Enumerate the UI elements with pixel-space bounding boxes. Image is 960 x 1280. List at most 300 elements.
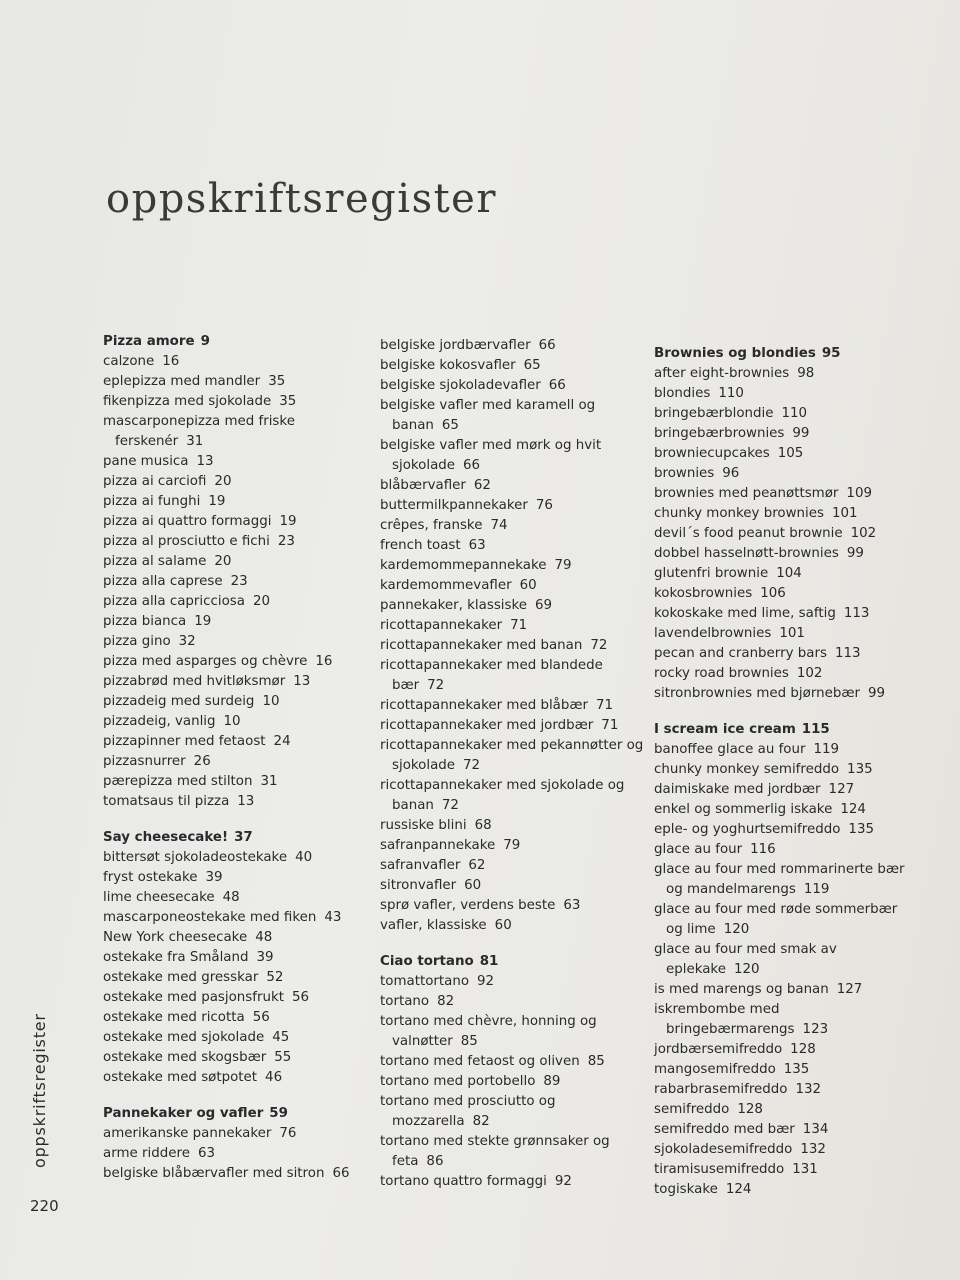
recipe-page-number: 35 [279, 394, 297, 409]
index-entry [103, 908, 365, 928]
recipe-page-number: 79 [554, 558, 572, 573]
recipe-name: ricottapannekaker med jordbær [380, 718, 594, 733]
recipe-name: vafler, klassiske [380, 918, 487, 933]
recipe-page-number: 92 [554, 1174, 572, 1189]
recipe-name: pizza ai carciofi [103, 474, 207, 489]
index-entry [103, 512, 365, 532]
recipe-page-number: 23 [230, 574, 248, 589]
index-entry [103, 792, 365, 812]
recipe-page-number: 55 [274, 1050, 292, 1065]
recipe-page-number: 132 [795, 1082, 822, 1097]
recipe-name: kokosbrownies [654, 586, 753, 601]
recipe-page-number: 110 [781, 406, 808, 421]
index-entry [654, 544, 916, 564]
recipe-name: bringebærblondie [654, 406, 774, 421]
section-title: Brownies og blondies [654, 346, 816, 361]
index-column-3 [654, 344, 916, 1216]
section-heading [654, 344, 916, 364]
recipe-name: eple- og yoghurtsemifreddo [654, 822, 841, 837]
index-entry [654, 1060, 916, 1080]
recipe-name: tortano quattro formaggi [380, 1174, 547, 1189]
recipe-name: sitronvafler [380, 878, 457, 893]
index-entry [103, 552, 365, 572]
index-entry [654, 940, 916, 980]
index-entry [654, 644, 916, 664]
index-entry [654, 780, 916, 800]
recipe-page-number: 43 [324, 910, 342, 925]
index-entry [380, 896, 648, 916]
page-number: 220 [30, 1197, 59, 1215]
index-entry [654, 1100, 916, 1120]
recipe-page-number: 66 [548, 378, 566, 393]
index-entry [103, 532, 365, 552]
recipe-name: tortano med fetaost og oliven [380, 1054, 580, 1069]
recipe-name: pærepizza med stilton [103, 774, 253, 789]
recipe-name: bringebærbrownies [654, 426, 785, 441]
index-entry [103, 848, 365, 868]
index-entry [380, 536, 648, 556]
recipe-name: lime cheesecake [103, 890, 215, 905]
recipe-page-number: 32 [178, 634, 196, 649]
recipe-name: blåbærvafler [380, 478, 466, 493]
recipe-page-number: 124 [725, 1182, 752, 1197]
recipe-page-number: 131 [792, 1162, 818, 1177]
index-entry [654, 1080, 916, 1100]
recipe-name: blondies [654, 386, 711, 401]
recipe-name: calzone [103, 354, 155, 369]
index-entry [380, 1052, 648, 1072]
recipe-name: fryst ostekake [103, 870, 198, 885]
recipe-page-number: 105 [777, 446, 804, 461]
index-entry [103, 1008, 365, 1028]
index-entry [103, 692, 365, 712]
recipe-name: semifreddo [654, 1102, 730, 1117]
recipe-page-number: 62 [473, 478, 491, 493]
recipe-name: togiskake [654, 1182, 718, 1197]
index-entry [654, 760, 916, 780]
recipe-name: kardemommevafler [380, 578, 512, 593]
section-heading [103, 828, 365, 848]
recipe-name: belgiske vafler med mørk og hvit sjokolade [380, 438, 602, 473]
recipe-page-number: 98 [797, 366, 815, 381]
recipe-page-number: 63 [197, 1146, 215, 1161]
recipe-page-number: 19 [194, 614, 212, 629]
recipe-name: ostekake med søtpotet [103, 1070, 258, 1085]
index-entry [380, 716, 648, 736]
recipe-name: tortano med portobello [380, 1074, 536, 1089]
recipe-name: belgiske sjokoladevafler [380, 378, 541, 393]
index-entry [103, 492, 365, 512]
recipe-name: eplepizza med mandler [103, 374, 261, 389]
recipe-page-number: 65 [523, 358, 541, 373]
index-entry [654, 664, 916, 684]
recipe-name: New York cheesecake [103, 930, 248, 945]
recipe-page-number: 119 [803, 882, 830, 897]
recipe-name: safranvafler [380, 858, 461, 873]
index-entry [380, 736, 648, 776]
index-entry [103, 1028, 365, 1048]
index-section [103, 1104, 365, 1184]
recipe-page-number: 124 [840, 802, 866, 817]
recipe-page-number: 72 [427, 678, 445, 693]
recipe-name: brownies med peanøttsmør [654, 486, 839, 501]
recipe-page-number: 76 [279, 1126, 297, 1141]
section-page-number: 37 [234, 830, 253, 845]
recipe-page-number: 20 [214, 554, 232, 569]
recipe-name: pizzadeig med surdeig [103, 694, 255, 709]
recipe-page-number: 99 [867, 686, 886, 701]
section-title: Say cheesecake! [103, 830, 229, 845]
index-entry [654, 860, 916, 900]
recipe-name: ricottapannekaker med blandede bær [380, 658, 603, 693]
index-entry [380, 856, 648, 876]
recipe-page-number: 60 [519, 578, 537, 593]
section-heading [103, 1104, 365, 1124]
section-page-number: 9 [200, 334, 210, 349]
index-entry [380, 596, 648, 616]
recipe-name: brownies [654, 466, 715, 481]
recipe-name: is med marengs og banan [654, 982, 829, 997]
recipe-page-number: 120 [723, 922, 750, 937]
index-entry [654, 584, 916, 604]
index-entry [380, 972, 648, 992]
index-entry [654, 980, 916, 1000]
index-entry [654, 604, 916, 624]
recipe-name: chunky monkey brownies [654, 506, 824, 521]
recipe-page-number: 48 [222, 890, 240, 905]
index-entry [103, 372, 365, 392]
index-section [103, 828, 365, 1088]
recipe-page-number: 20 [252, 594, 271, 609]
index-entry [103, 412, 365, 452]
recipe-name: arme riddere [103, 1146, 190, 1161]
index-entry [103, 988, 365, 1008]
recipe-name: iskrembombe med bringebærmarengs [654, 1002, 795, 1037]
recipe-name: lavendelbrownies [654, 626, 772, 641]
index-section [380, 336, 648, 936]
recipe-name: rocky road brownies [654, 666, 789, 681]
index-entry [380, 576, 648, 596]
index-entry [103, 732, 365, 752]
recipe-name: glace au four med røde sommerbær og lime [654, 902, 898, 937]
recipe-name: french toast [380, 538, 461, 553]
index-entry [380, 376, 648, 396]
recipe-page-number: 56 [291, 990, 310, 1005]
index-entry [654, 444, 916, 464]
recipe-page-number: 101 [779, 626, 805, 641]
recipe-page-number: 113 [834, 646, 861, 661]
recipe-page-number: 120 [733, 962, 760, 977]
recipe-page-number: 26 [193, 754, 211, 769]
recipe-page-number: 31 [260, 774, 278, 789]
recipe-name: pane musica [103, 454, 189, 469]
recipe-name: mangosemifreddo [654, 1062, 776, 1077]
index-entry [380, 496, 648, 516]
index-entry [380, 916, 648, 936]
recipe-name: tortano med prosciutto og mozzarella [380, 1094, 556, 1129]
recipe-name: ricottapannekaker med blåbær [380, 698, 589, 713]
index-entry [654, 1040, 916, 1060]
recipe-page-number: 60 [494, 918, 512, 933]
index-entry [380, 816, 648, 836]
recipe-name: ostekake fra Småland [103, 950, 249, 965]
recipe-page-number: 74 [490, 518, 508, 533]
index-entry [380, 1092, 648, 1132]
index-entry [103, 752, 365, 772]
index-entry [103, 352, 365, 372]
index-entry [103, 592, 365, 612]
index-entry [103, 572, 365, 592]
recipe-page-number: 134 [802, 1122, 829, 1137]
recipe-page-number: 19 [208, 494, 226, 509]
section-page-number: 95 [821, 346, 841, 361]
index-entry [654, 504, 916, 524]
recipe-page-number: 65 [441, 418, 459, 433]
recipe-name: pizzasnurrer [103, 754, 186, 769]
section-heading [380, 952, 648, 972]
recipe-name: amerikanske pannekaker [103, 1126, 272, 1141]
recipe-name: glace au four med smak av eplekake [654, 942, 837, 977]
index-entry [380, 476, 648, 496]
recipe-name: safranpannekake [380, 838, 496, 853]
index-section [654, 344, 916, 704]
section-heading [654, 720, 916, 740]
index-entry [654, 900, 916, 940]
index-column-1 [103, 332, 365, 1200]
index-section [103, 332, 365, 812]
recipe-page-number: 62 [468, 858, 486, 873]
recipe-name: kardemommepannekake [380, 558, 547, 573]
recipe-name: sprø vafler, verdens beste [380, 898, 556, 913]
index-entry [654, 384, 916, 404]
recipe-page-number: 23 [277, 534, 295, 549]
recipe-page-number: 102 [850, 526, 877, 541]
recipe-name: buttermilkpannekaker [380, 498, 528, 513]
recipe-page-number: 86 [426, 1154, 444, 1169]
index-entry [380, 516, 648, 536]
recipe-name: pizza med asparges og chèvre [103, 654, 308, 669]
index-entry [103, 612, 365, 632]
recipe-page-number: 92 [477, 974, 495, 989]
recipe-name: pizza bianca [103, 614, 187, 629]
recipe-name: ostekake med ricotta [103, 1010, 245, 1025]
recipe-page-number: 82 [437, 994, 455, 1009]
index-entry [380, 776, 648, 816]
recipe-page-number: 66 [463, 458, 481, 473]
index-entry [654, 1140, 916, 1160]
recipe-page-number: 99 [792, 426, 810, 441]
index-entry [380, 616, 648, 636]
recipe-name: tortano med chèvre, honning og valnøtter [380, 1014, 597, 1049]
recipe-name: belgiske jordbærvafler [380, 338, 531, 353]
recipe-page-number: 106 [760, 586, 786, 601]
recipe-name: pizza al salame [103, 554, 207, 569]
index-entry [654, 1000, 916, 1040]
recipe-page-number: 31 [186, 434, 204, 449]
recipe-page-number: 135 [848, 822, 874, 837]
index-entry [103, 1048, 365, 1068]
recipe-name: after eight-brownies [654, 366, 790, 381]
recipe-page-number: 113 [843, 606, 870, 621]
index-entry [103, 632, 365, 652]
recipe-page-number: 85 [587, 1054, 605, 1069]
index-entry [103, 712, 365, 732]
recipe-page-number: 45 [272, 1030, 290, 1045]
recipe-name: pizzadeig, vanlig [103, 714, 216, 729]
recipe-name: sitronbrownies med bjørnebær [654, 686, 860, 701]
index-entry [103, 1124, 365, 1144]
recipe-name: ricottapannekaker [380, 618, 503, 633]
recipe-name: rabarbrasemifreddo [654, 1082, 788, 1097]
index-entry [103, 868, 365, 888]
recipe-name: belgiske vafler med karamell og banan [380, 398, 596, 433]
index-entry [380, 636, 648, 656]
recipe-page-number: 69 [535, 598, 553, 613]
recipe-page-number: 46 [265, 1070, 283, 1085]
recipe-page-number: 40 [295, 850, 313, 865]
recipe-page-number: 110 [718, 386, 744, 401]
index-entry [654, 1160, 916, 1180]
recipe-name: belgiske blåbærvafler med sitron [103, 1166, 325, 1181]
index-entry [380, 656, 648, 696]
recipe-name: ostekake med skogsbær [103, 1050, 267, 1065]
recipe-name: banoffee glace au four [654, 742, 806, 757]
recipe-name: pizza alla caprese [103, 574, 223, 589]
index-section [380, 952, 648, 1192]
recipe-page-number: 19 [279, 514, 297, 529]
recipe-page-number: 96 [722, 466, 740, 481]
recipe-page-number: 135 [847, 762, 873, 777]
recipe-name: fikenpizza med sjokolade [103, 394, 272, 409]
index-entry [103, 672, 365, 692]
index-entry [654, 524, 916, 544]
recipe-name: ostekake med pasjonsfrukt [103, 990, 284, 1005]
index-entry [380, 396, 648, 436]
recipe-page-number: 132 [800, 1142, 826, 1157]
recipe-name: russiske blini [380, 818, 467, 833]
index-section [654, 720, 916, 1200]
recipe-name: pizzapinner med fetaost [103, 734, 266, 749]
recipe-name: kokoskake med lime, saftig [654, 606, 836, 621]
recipe-name: sjokoladesemifreddo [654, 1142, 793, 1157]
recipe-page-number: 10 [223, 714, 241, 729]
recipe-page-number: 104 [776, 566, 802, 581]
recipe-name: pecan and cranberry bars [654, 646, 827, 661]
recipe-name: tortano med stekte grønnsaker og feta [380, 1134, 610, 1169]
recipe-page-number: 66 [538, 338, 556, 353]
index-entry [654, 464, 916, 484]
recipe-page-number: 72 [590, 638, 608, 653]
index-entry [380, 356, 648, 376]
section-title: Ciao tortano [380, 954, 474, 969]
index-entry [103, 452, 365, 472]
section-title: I scream ice cream [654, 722, 796, 737]
index-entry [380, 336, 648, 356]
recipe-page-number: 82 [472, 1114, 490, 1129]
recipe-name: dobbel hasselnøtt-brownies [654, 546, 839, 561]
index-entry [103, 968, 365, 988]
index-entry [103, 948, 365, 968]
recipe-name: tomattortano [380, 974, 470, 989]
index-entry [380, 1012, 648, 1052]
index-entry [654, 684, 916, 704]
recipe-page-number: 63 [468, 538, 486, 553]
recipe-page-number: 52 [266, 970, 284, 985]
recipe-page-number: 99 [846, 546, 864, 561]
recipe-page-number: 60 [464, 878, 482, 893]
index-entry [103, 928, 365, 948]
recipe-name: ricottapannekaker med sjokolade og banan [380, 778, 625, 813]
index-entry [103, 392, 365, 412]
recipe-name: enkel og sommerlig iskake [654, 802, 833, 817]
recipe-page-number: 71 [601, 718, 619, 733]
recipe-page-number: 79 [503, 838, 521, 853]
section-title: Pannekaker og vafler [103, 1106, 264, 1121]
recipe-name: browniecupcakes [654, 446, 770, 461]
index-entry [654, 820, 916, 840]
index-entry [380, 1132, 648, 1172]
recipe-page-number: 102 [796, 666, 823, 681]
index-entry [380, 876, 648, 896]
index-entry [380, 836, 648, 856]
index-entry [380, 556, 648, 576]
recipe-name: semifreddo med bær [654, 1122, 795, 1137]
recipe-page-number: 63 [563, 898, 581, 913]
page-title: oppskriftsregister [106, 176, 497, 222]
recipe-page-number: 39 [256, 950, 274, 965]
section-title: Pizza amore [103, 334, 195, 349]
index-entry [103, 652, 365, 672]
recipe-name: jordbærsemifreddo [654, 1042, 783, 1057]
recipe-name: pizza alla capricciosa [103, 594, 245, 609]
recipe-name: belgiske kokosvafler [380, 358, 516, 373]
section-page-number: 115 [801, 722, 830, 737]
recipe-page-number: 16 [315, 654, 333, 669]
index-entry [103, 772, 365, 792]
index-entry [103, 1068, 365, 1088]
recipe-page-number: 72 [463, 758, 481, 773]
recipe-page-number: 39 [205, 870, 223, 885]
index-entry [103, 888, 365, 908]
index-entry [380, 992, 648, 1012]
recipe-name: pizza ai funghi [103, 494, 201, 509]
recipe-page-number: 127 [836, 982, 863, 997]
recipe-name: tomatsaus til pizza [103, 794, 230, 809]
index-entry [380, 1072, 648, 1092]
recipe-page-number: 71 [510, 618, 528, 633]
recipe-page-number: 135 [783, 1062, 810, 1077]
recipe-page-number: 128 [790, 1042, 816, 1057]
recipe-name: devil´s food peanut brownie [654, 526, 843, 541]
index-entry [103, 1144, 365, 1164]
index-entry [380, 696, 648, 716]
recipe-page-number: 123 [802, 1022, 829, 1037]
recipe-page-number: 48 [255, 930, 273, 945]
recipe-name: mascarponepizza med friske ferskenér [103, 414, 295, 449]
side-running-title: oppskriftsregister [30, 1013, 49, 1168]
recipe-page-number: 10 [262, 694, 280, 709]
index-entry [654, 624, 916, 644]
recipe-page-number: 72 [441, 798, 459, 813]
recipe-page-number: 89 [543, 1074, 561, 1089]
recipe-page-number: 13 [293, 674, 311, 689]
recipe-name: tiramisusemifreddo [654, 1162, 785, 1177]
recipe-page-number: 13 [237, 794, 255, 809]
recipe-name: pizzabrød med hvitløksmør [103, 674, 286, 689]
recipe-page-number: 85 [460, 1034, 478, 1049]
index-entry [654, 364, 916, 384]
recipe-name: chunky monkey semifreddo [654, 762, 840, 777]
